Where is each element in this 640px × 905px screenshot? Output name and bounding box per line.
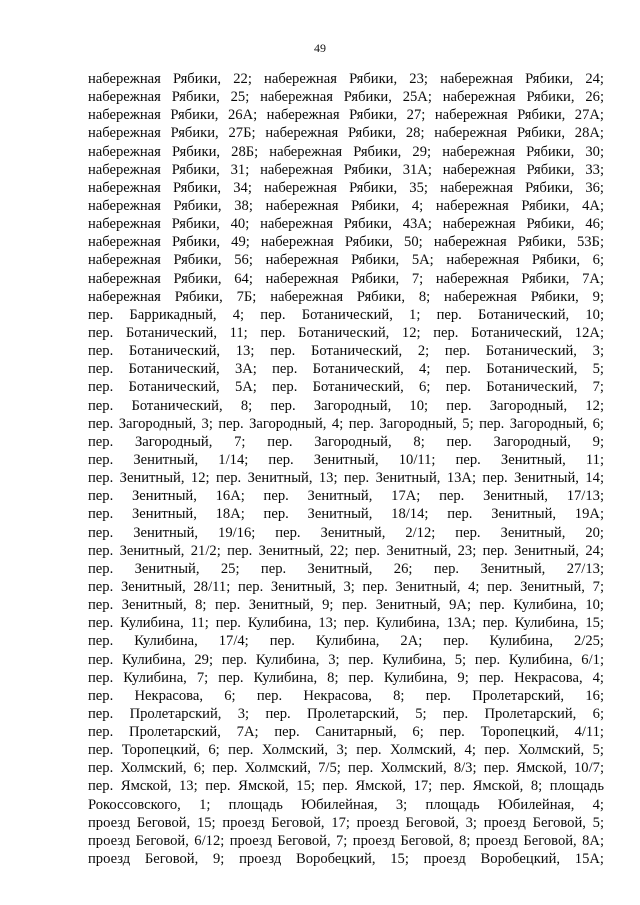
text-line: пер. Пролетарский, 3; пер. Пролетарский, 5; пер. Пролетарский, 6; — [88, 705, 604, 722]
text-line: пер. Зенитный, 12; пер. Зенитный, 13; пер. Зенитный, 13А; пер. Зенитный, 14; — [88, 470, 604, 487]
text-line: пер. Зенитный, 28/11; пер. Зенитный, 3; пер. Зенитный, 4; пер. Зенитный, 7; — [88, 578, 604, 595]
text-line: пер. Некрасова, 6; пер. Некрасова, 8; пер. Пролетарский, 16; — [88, 687, 604, 704]
text-line: пер. Пролетарский, 7А; пер. Санитарный, 6; пер. Торопецкий, 4/11; — [88, 724, 604, 741]
text-line: пер. Ботанический, 5А; пер. Ботанический, 6; пер. Ботанический, 7; — [88, 379, 604, 396]
text-line: набережная Рябики, 49; набережная Рябики, 50; набережная Рябики, 53Б; — [88, 234, 604, 251]
text-line: набережная Рябики, 31; набережная Рябики, 31А; набережная Рябики, 33; — [88, 161, 604, 178]
text-line: пер. Зенитный, 16А; пер. Зенитный, 17А; пер. Зенитный, 17/13; — [88, 488, 604, 505]
text-line: пер. Зенитный, 8; пер. Зенитный, 9; пер. Зенитный, 9А; пер. Кулибина, 10; — [88, 597, 604, 614]
text-line: пер. Зенитный, 19/16; пер. Зенитный, 2/12; пер. Зенитный, 20; — [88, 524, 604, 541]
text-line: пер. Зенитный, 25; пер. Зенитный, 26; пер. Зенитный, 27/13; — [88, 560, 604, 577]
text-line: проезд Беговой, 15; проезд Беговой, 17; проезд Беговой, 3; проезд Беговой, 5; — [88, 814, 604, 831]
text-line: пер. Кулибина, 17/4; пер. Кулибина, 2А; пер. Кулибина, 2/25; — [88, 633, 604, 650]
text-line: пер. Кулибина, 29; пер. Кулибина, 3; пер. Кулибина, 5; пер. Кулибина, 6/1; — [88, 651, 604, 668]
text-line: пер. Зенитный, 21/2; пер. Зенитный, 22; пер. Зенитный, 23; пер. Зенитный, 24; — [88, 542, 604, 559]
text-line: пер. Ботанический, 11; пер. Ботанический, 12; пер. Ботанический, 12А; — [88, 324, 604, 341]
address-list-paragraph — [88, 70, 604, 868]
text-line: пер. Ботанический, 8; пер. Загородный, 10; пер. Загородный, 12; — [88, 397, 604, 414]
text-line: пер. Торопецкий, 6; пер. Холмский, 3; пер. Холмский, 4; пер. Холмский, 5; — [88, 742, 604, 759]
page-number: 49 — [314, 41, 326, 55]
text-line: пер. Ботанический, 13; пер. Ботанический, 2; пер. Ботанический, 3; — [88, 343, 604, 360]
text-line: набережная Рябики, 25; набережная Рябики, 25А; набережная Рябики, 26; — [88, 89, 604, 106]
text-line: набережная Рябики, 27Б; набережная Рябики, 28; набережная Рябики, 28А; — [88, 125, 604, 142]
text-line: набережная Рябики, 56; набережная Рябики, 5А; набережная Рябики, 6; — [88, 252, 604, 269]
text-line: Рокоссовского, 1; площадь Юбилейная, 3; площадь Юбилейная, 4; — [88, 796, 604, 813]
text-line: проезд Беговой, 6/12; проезд Беговой, 7; проезд Беговой, 8; проезд Беговой, 8А; — [88, 832, 604, 849]
text-line: проезд Беговой, 9; проезд Воробецкий, 15; проезд Воробецкий, 15А; — [88, 851, 604, 868]
text-line: пер. Баррикадный, 4; пер. Ботанический, 1; пер. Ботанический, 10; — [88, 306, 604, 323]
text-line: набережная Рябики, 38; набережная Рябики, 4; набережная Рябики, 4А; — [88, 197, 604, 214]
text-line: набережная Рябики, 34; набережная Рябики, 35; набережная Рябики, 36; — [88, 179, 604, 196]
text-line: пер. Зенитный, 1/14; пер. Зенитный, 10/11; пер. Зенитный, 11; — [88, 451, 604, 468]
text-line: пер. Холмский, 6; пер. Холмский, 7/5; пер. Холмский, 8/3; пер. Ямской, 10/7; — [88, 760, 604, 777]
text-line: пер. Загородный, 3; пер. Загородный, 4; пер. Загородный, 5; пер. Загородный, 6; — [88, 415, 604, 432]
text-line: пер. Ямской, 13; пер. Ямской, 15; пер. Ямской, 17; пер. Ямской, 8; площадь — [88, 778, 604, 795]
text-line: набережная Рябики, 40; набережная Рябики, 43А; набережная Рябики, 46; — [88, 216, 604, 233]
text-line: пер. Зенитный, 18А; пер. Зенитный, 18/14; пер. Зенитный, 19А; — [88, 506, 604, 523]
text-line: набережная Рябики, 7Б; набережная Рябики, 8; набережная Рябики, 9; — [88, 288, 604, 305]
text-line: набережная Рябики, 22; набережная Рябики, 23; набережная Рябики, 24; — [88, 71, 604, 87]
text-line: пер. Кулибина, 7; пер. Кулибина, 8; пер. Кулибина, 9; пер. Некрасова, 4; — [88, 669, 604, 686]
text-line: пер. Ботанический, 3А; пер. Ботанический, 4; пер. Ботанический, 5; — [88, 361, 604, 378]
text-line: набережная Рябики, 26А; набережная Рябики, 27; набережная Рябики, 27А; — [88, 107, 604, 124]
text-line: набережная Рябики, 28Б; набережная Рябики, 29; набережная Рябики, 30; — [88, 143, 604, 160]
text-line: набережная Рябики, 64; набережная Рябики, 7; набережная Рябики, 7А; — [88, 270, 604, 287]
text-line: пер. Кулибина, 11; пер. Кулибина, 13; пер. Кулибина, 13А; пер. Кулибина, 15; — [88, 615, 604, 632]
text-line: пер. Загородный, 7; пер. Загородный, 8; пер. Загородный, 9; — [88, 433, 604, 450]
